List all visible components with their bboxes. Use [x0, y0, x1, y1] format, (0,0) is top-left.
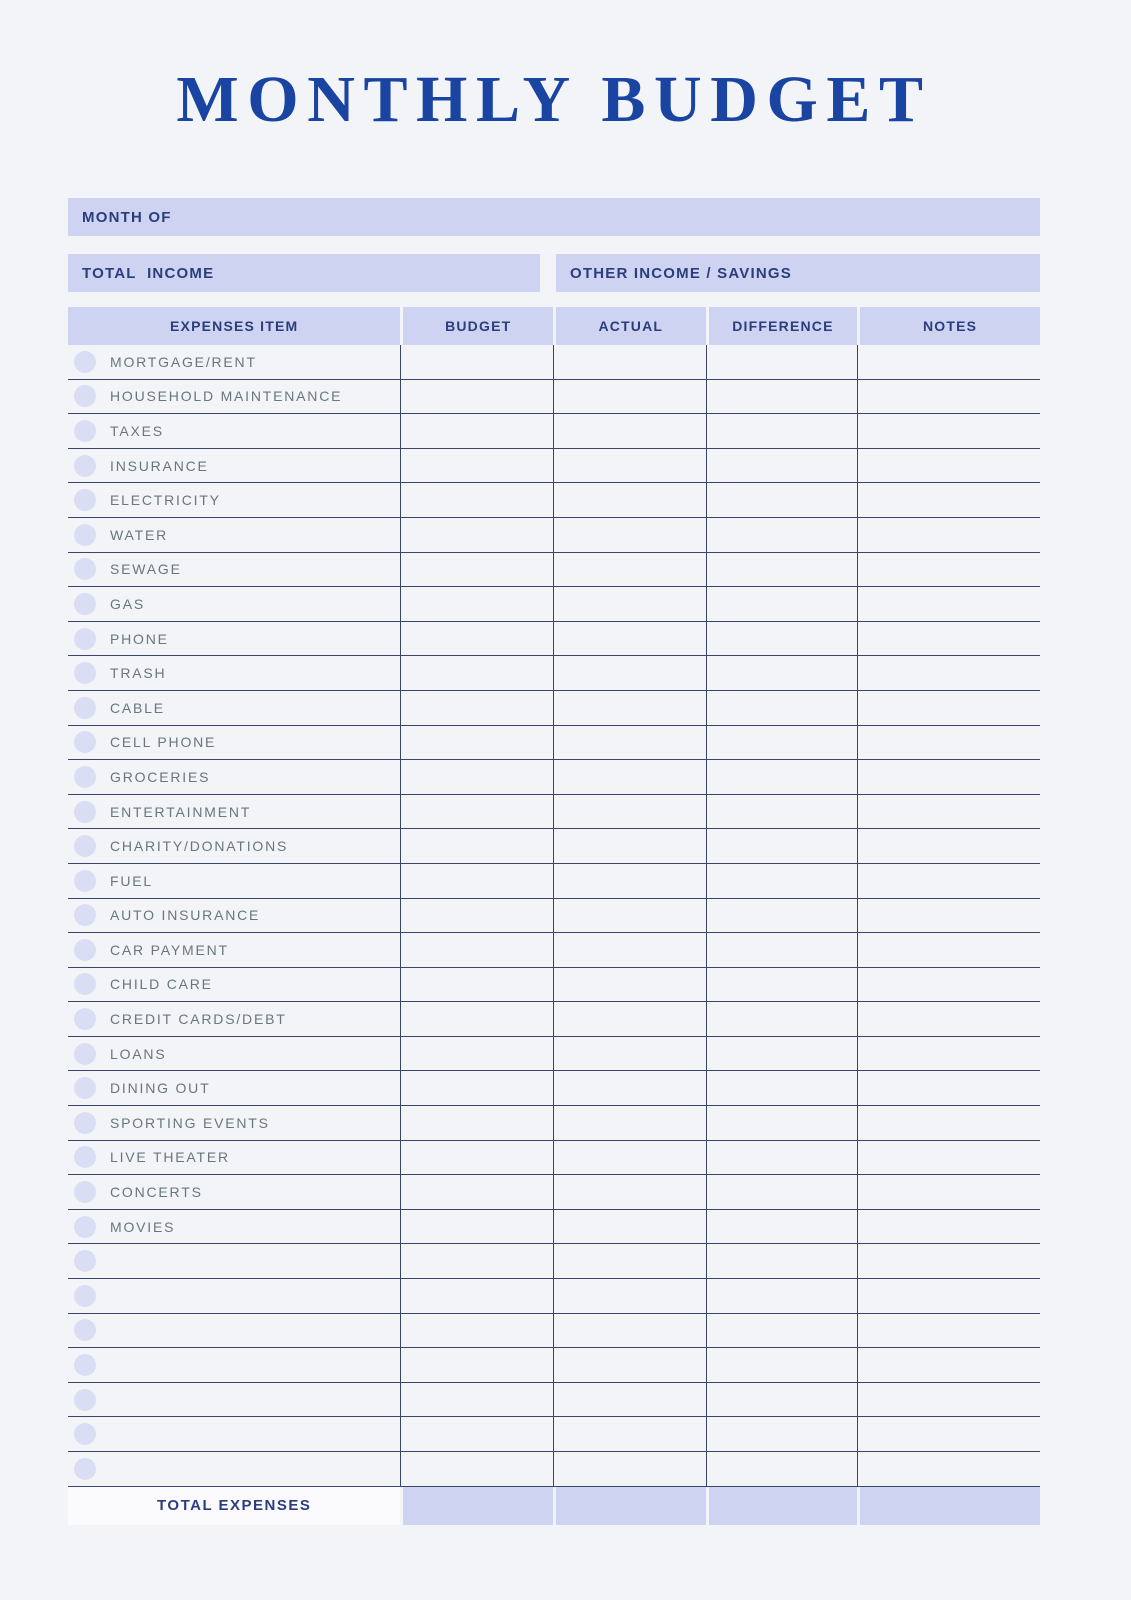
notes-cell[interactable] — [857, 1071, 1040, 1105]
expense-row — [68, 899, 1040, 934]
difference-cell[interactable] — [706, 691, 858, 725]
notes-cell[interactable] — [857, 829, 1040, 863]
total-actual-cell[interactable] — [553, 1487, 706, 1525]
expense-item-label: CHARITY/DONATIONS — [110, 838, 289, 855]
notes-cell[interactable] — [857, 1037, 1040, 1071]
month-of-label: MONTH OF — [82, 208, 172, 226]
other-income-savings-field[interactable] — [556, 254, 1040, 292]
bullet-circle-icon — [74, 697, 96, 719]
expense-item-label: DINING OUT — [110, 1080, 211, 1097]
difference-cell[interactable] — [706, 518, 858, 552]
budget-cell[interactable] — [400, 1071, 553, 1105]
notes-cell[interactable] — [857, 1210, 1040, 1244]
column-header-notes: NOTES — [857, 307, 1040, 345]
notes-cell[interactable] — [857, 380, 1040, 414]
expense-row — [68, 760, 1040, 795]
difference-cell[interactable] — [706, 1210, 858, 1244]
budget-cell[interactable] — [400, 899, 553, 933]
difference-cell[interactable] — [706, 380, 858, 414]
expense-item-cell — [68, 933, 400, 967]
expense-item-cell — [68, 380, 400, 414]
budget-cell[interactable] — [400, 1175, 553, 1209]
budget-cell[interactable] — [400, 1037, 553, 1071]
expense-item-label: CONCERTS — [110, 1184, 203, 1201]
bullet-circle-icon — [74, 1423, 96, 1445]
expense-row — [68, 1417, 1040, 1452]
expense-row — [68, 1002, 1040, 1037]
expense-item-cell — [68, 1314, 400, 1348]
budget-cell[interactable] — [400, 864, 553, 898]
expense-item-label: TAXES — [110, 422, 164, 439]
expense-item-cell — [68, 622, 400, 656]
notes-cell[interactable] — [857, 518, 1040, 552]
budget-cell[interactable] — [400, 760, 553, 794]
bullet-circle-icon — [74, 351, 96, 373]
budget-cell[interactable] — [400, 622, 553, 656]
budget-cell[interactable] — [400, 414, 553, 448]
expense-row — [68, 1071, 1040, 1106]
expense-item-cell — [68, 483, 400, 517]
notes-cell[interactable] — [857, 691, 1040, 725]
expense-row — [68, 1106, 1040, 1141]
expense-row — [68, 656, 1040, 691]
difference-cell[interactable] — [706, 1383, 858, 1417]
budget-cell[interactable] — [400, 1348, 553, 1382]
budget-cell[interactable] — [400, 968, 553, 1002]
column-header-actual: ACTUAL — [553, 307, 706, 345]
budget-cell[interactable] — [400, 1244, 553, 1278]
difference-cell[interactable] — [706, 345, 858, 379]
expense-item-cell — [68, 760, 400, 794]
bullet-circle-icon — [74, 973, 96, 995]
expense-item-cell — [68, 726, 400, 760]
actual-cell[interactable] — [553, 656, 706, 690]
notes-cell[interactable] — [857, 795, 1040, 829]
month-of-field[interactable] — [68, 198, 1040, 236]
notes-cell[interactable] — [857, 1106, 1040, 1140]
notes-cell[interactable] — [857, 1383, 1040, 1417]
notes-cell[interactable] — [857, 345, 1040, 379]
actual-cell[interactable] — [553, 1383, 706, 1417]
expenses-table-header — [68, 307, 1040, 345]
expense-row — [68, 1244, 1040, 1279]
expense-item-label: MORTGAGE/RENT — [110, 353, 257, 370]
column-header-budget: BUDGET — [400, 307, 553, 345]
notes-cell[interactable] — [857, 1314, 1040, 1348]
actual-cell[interactable] — [553, 829, 706, 863]
notes-cell[interactable] — [857, 1417, 1040, 1451]
notes-cell[interactable] — [857, 1175, 1040, 1209]
bullet-circle-icon — [74, 939, 96, 961]
notes-cell[interactable] — [857, 656, 1040, 690]
expense-item-cell — [68, 795, 400, 829]
actual-cell[interactable] — [553, 622, 706, 656]
expense-item-label: MOVIES — [110, 1218, 176, 1235]
budget-cell[interactable] — [400, 726, 553, 760]
notes-cell[interactable] — [857, 1279, 1040, 1313]
notes-cell[interactable] — [857, 968, 1040, 1002]
expense-item-cell — [68, 1452, 400, 1486]
actual-cell[interactable] — [553, 760, 706, 794]
difference-cell[interactable] — [706, 760, 858, 794]
total-expenses-row — [68, 1487, 1040, 1525]
expense-item-label: GAS — [110, 595, 145, 612]
difference-cell[interactable] — [706, 587, 858, 621]
notes-cell[interactable] — [857, 1348, 1040, 1382]
bullet-circle-icon — [74, 1008, 96, 1030]
bullet-circle-icon — [74, 628, 96, 650]
expense-item-cell — [68, 1002, 400, 1036]
notes-cell[interactable] — [857, 1002, 1040, 1036]
expense-item-label: CAR PAYMENT — [110, 941, 229, 958]
expense-row — [68, 518, 1040, 553]
expense-row — [68, 1452, 1040, 1487]
expense-item-label: LIVE THEATER — [110, 1149, 230, 1166]
bullet-circle-icon — [74, 662, 96, 684]
expenses-table — [68, 307, 1040, 1525]
expense-row — [68, 1141, 1040, 1176]
actual-cell[interactable] — [553, 1037, 706, 1071]
bullet-circle-icon — [74, 1077, 96, 1099]
difference-cell[interactable] — [706, 726, 858, 760]
actual-cell[interactable] — [553, 518, 706, 552]
bullet-circle-icon — [74, 1389, 96, 1411]
expense-item-cell — [68, 1037, 400, 1071]
bullet-circle-icon — [74, 904, 96, 926]
bullet-circle-icon — [74, 1354, 96, 1376]
actual-cell[interactable] — [553, 933, 706, 967]
notes-cell[interactable] — [857, 760, 1040, 794]
expense-row — [68, 795, 1040, 830]
budget-cell[interactable] — [400, 449, 553, 483]
actual-cell[interactable] — [553, 726, 706, 760]
expense-row — [68, 622, 1040, 657]
expense-item-label: FUEL — [110, 872, 153, 889]
actual-cell[interactable] — [553, 345, 706, 379]
bullet-circle-icon — [74, 558, 96, 580]
bullet-circle-icon — [74, 1285, 96, 1307]
difference-cell[interactable] — [706, 1037, 858, 1071]
expense-item-label: LOANS — [110, 1045, 167, 1062]
budget-cell[interactable] — [400, 1383, 553, 1417]
expense-row — [68, 1383, 1040, 1418]
difference-cell[interactable] — [706, 656, 858, 690]
expense-item-label: CELL PHONE — [110, 734, 217, 751]
difference-cell[interactable] — [706, 899, 858, 933]
difference-cell[interactable] — [706, 1071, 858, 1105]
total-budget-cell[interactable] — [400, 1487, 553, 1525]
actual-cell[interactable] — [553, 899, 706, 933]
difference-cell[interactable] — [706, 1417, 858, 1451]
expense-row — [68, 1210, 1040, 1245]
expense-row — [68, 1037, 1040, 1072]
difference-cell[interactable] — [706, 414, 858, 448]
expense-item-label: CABLE — [110, 699, 165, 716]
bullet-circle-icon — [74, 489, 96, 511]
expense-item-cell — [68, 829, 400, 863]
difference-cell[interactable] — [706, 1141, 858, 1175]
expense-item-label: INSURANCE — [110, 457, 209, 474]
other-income-savings-label: OTHER INCOME / SAVINGS — [570, 264, 792, 282]
budget-cell[interactable] — [400, 656, 553, 690]
budget-cell[interactable] — [400, 1002, 553, 1036]
notes-cell[interactable] — [857, 1141, 1040, 1175]
notes-cell[interactable] — [857, 864, 1040, 898]
bullet-circle-icon — [74, 870, 96, 892]
budget-cell[interactable] — [400, 1141, 553, 1175]
expense-item-cell — [68, 1383, 400, 1417]
expense-item-cell — [68, 899, 400, 933]
expense-row — [68, 553, 1040, 588]
difference-cell[interactable] — [706, 622, 858, 656]
budget-cell[interactable] — [400, 933, 553, 967]
bullet-circle-icon — [74, 1112, 96, 1134]
actual-cell[interactable] — [553, 968, 706, 1002]
difference-cell[interactable] — [706, 1279, 858, 1313]
expense-item-cell — [68, 864, 400, 898]
bullet-circle-icon — [74, 1250, 96, 1272]
actual-cell[interactable] — [553, 1002, 706, 1036]
bullet-circle-icon — [74, 766, 96, 788]
expense-item-cell — [68, 345, 400, 379]
expense-item-cell — [68, 449, 400, 483]
budget-cell[interactable] — [400, 1417, 553, 1451]
notes-cell[interactable] — [857, 622, 1040, 656]
budget-cell[interactable] — [400, 1452, 553, 1486]
difference-cell[interactable] — [706, 449, 858, 483]
difference-cell[interactable] — [706, 829, 858, 863]
difference-cell[interactable] — [706, 1348, 858, 1382]
expenses-table-body — [68, 345, 1040, 1487]
difference-cell[interactable] — [706, 1452, 858, 1486]
expense-row — [68, 1314, 1040, 1349]
actual-cell[interactable] — [553, 1175, 706, 1209]
expense-item-cell — [68, 968, 400, 1002]
difference-cell[interactable] — [706, 1175, 858, 1209]
expense-row — [68, 380, 1040, 415]
expense-row — [68, 829, 1040, 864]
difference-cell[interactable] — [706, 553, 858, 587]
actual-cell[interactable] — [553, 1071, 706, 1105]
difference-cell[interactable] — [706, 483, 858, 517]
expense-item-label: GROCERIES — [110, 768, 211, 785]
notes-cell[interactable] — [857, 1452, 1040, 1486]
expense-row — [68, 1279, 1040, 1314]
budget-cell[interactable] — [400, 483, 553, 517]
total-income-label: TOTAL INCOME — [82, 264, 215, 282]
expense-item-label: SPORTING EVENTS — [110, 1114, 270, 1131]
budget-cell[interactable] — [400, 380, 553, 414]
bullet-circle-icon — [74, 835, 96, 857]
budget-cell[interactable] — [400, 553, 553, 587]
total-notes-cell[interactable] — [857, 1487, 1040, 1525]
notes-cell[interactable] — [857, 553, 1040, 587]
expense-item-label: PHONE — [110, 630, 169, 647]
notes-cell[interactable] — [857, 414, 1040, 448]
bullet-circle-icon — [74, 1319, 96, 1341]
expense-item-cell — [68, 587, 400, 621]
expense-item-cell — [68, 1175, 400, 1209]
expense-item-cell — [68, 1244, 400, 1278]
bullet-circle-icon — [74, 731, 96, 753]
actual-cell[interactable] — [553, 1279, 706, 1313]
actual-cell[interactable] — [553, 1210, 706, 1244]
budget-cell[interactable] — [400, 587, 553, 621]
expense-row — [68, 933, 1040, 968]
bullet-circle-icon — [74, 801, 96, 823]
budget-cell[interactable] — [400, 1106, 553, 1140]
bullet-circle-icon — [74, 1458, 96, 1480]
budget-cell[interactable] — [400, 1210, 553, 1244]
actual-cell[interactable] — [553, 1314, 706, 1348]
difference-cell[interactable] — [706, 1244, 858, 1278]
budget-cell[interactable] — [400, 691, 553, 725]
bullet-circle-icon — [74, 1146, 96, 1168]
expense-row — [68, 449, 1040, 484]
expense-item-cell — [68, 1141, 400, 1175]
income-row — [68, 254, 1040, 292]
notes-cell[interactable] — [857, 899, 1040, 933]
expense-item-label: AUTO INSURANCE — [110, 907, 261, 924]
expense-row — [68, 864, 1040, 899]
bullet-circle-icon — [74, 1043, 96, 1065]
expense-item-label: WATER — [110, 526, 168, 543]
total-income-field[interactable] — [68, 254, 540, 292]
expense-row — [68, 691, 1040, 726]
actual-cell[interactable] — [553, 691, 706, 725]
expense-item-label: ELECTRICITY — [110, 492, 221, 509]
total-difference-cell[interactable] — [706, 1487, 858, 1525]
expense-item-label: HOUSEHOLD MAINTENANCE — [110, 388, 343, 405]
expense-item-label: SEWAGE — [110, 561, 182, 578]
expense-row — [68, 483, 1040, 518]
budget-cell[interactable] — [400, 345, 553, 379]
expense-item-cell — [68, 553, 400, 587]
actual-cell[interactable] — [553, 449, 706, 483]
actual-cell[interactable] — [553, 795, 706, 829]
bullet-circle-icon — [74, 1181, 96, 1203]
expense-row — [68, 1348, 1040, 1383]
actual-cell[interactable] — [553, 1417, 706, 1451]
actual-cell[interactable] — [553, 380, 706, 414]
difference-cell[interactable] — [706, 864, 858, 898]
expense-item-cell — [68, 691, 400, 725]
budget-cell[interactable] — [400, 795, 553, 829]
expense-item-label: TRASH — [110, 665, 167, 682]
expense-row — [68, 968, 1040, 1003]
expense-item-cell — [68, 414, 400, 448]
notes-cell[interactable] — [857, 1244, 1040, 1278]
difference-cell[interactable] — [706, 933, 858, 967]
difference-cell[interactable] — [706, 968, 858, 1002]
difference-cell[interactable] — [706, 795, 858, 829]
bullet-circle-icon — [74, 420, 96, 442]
budget-cell[interactable] — [400, 1314, 553, 1348]
difference-cell[interactable] — [706, 1106, 858, 1140]
page-title: MONTHLY BUDGET — [176, 63, 932, 136]
actual-cell[interactable] — [553, 1348, 706, 1382]
actual-cell[interactable] — [553, 553, 706, 587]
actual-cell[interactable] — [553, 1106, 706, 1140]
expense-item-cell — [68, 656, 400, 690]
difference-cell[interactable] — [706, 1002, 858, 1036]
actual-cell[interactable] — [553, 587, 706, 621]
actual-cell[interactable] — [553, 864, 706, 898]
expense-item-cell — [68, 518, 400, 552]
notes-cell[interactable] — [857, 933, 1040, 967]
expense-item-cell — [68, 1106, 400, 1140]
notes-cell[interactable] — [857, 587, 1040, 621]
column-header-difference: DIFFERENCE — [706, 307, 858, 345]
expense-item-cell — [68, 1210, 400, 1244]
expense-row — [68, 414, 1040, 449]
difference-cell[interactable] — [706, 1314, 858, 1348]
actual-cell[interactable] — [553, 1244, 706, 1278]
expense-row — [68, 726, 1040, 761]
expense-row — [68, 1175, 1040, 1210]
budget-cell[interactable] — [400, 518, 553, 552]
notes-cell[interactable] — [857, 726, 1040, 760]
expense-item-cell — [68, 1417, 400, 1451]
actual-cell[interactable] — [553, 414, 706, 448]
expense-item-cell — [68, 1071, 400, 1105]
expense-item-cell — [68, 1348, 400, 1382]
total-expenses-label: TOTAL EXPENSES — [68, 1487, 400, 1525]
expense-item-label: ENTERTAINMENT — [110, 803, 252, 820]
bullet-circle-icon — [74, 1216, 96, 1238]
actual-cell[interactable] — [553, 1452, 706, 1486]
actual-cell[interactable] — [553, 483, 706, 517]
expense-item-label: CREDIT CARDS/DEBT — [110, 1011, 287, 1028]
column-header-expenses-item: EXPENSES ITEM — [68, 307, 400, 345]
bullet-circle-icon — [74, 455, 96, 477]
bullet-circle-icon — [74, 524, 96, 546]
budget-cell[interactable] — [400, 1279, 553, 1313]
expense-item-label: CHILD CARE — [110, 976, 213, 993]
actual-cell[interactable] — [553, 1141, 706, 1175]
expense-row — [68, 587, 1040, 622]
expense-item-cell — [68, 1279, 400, 1313]
bullet-circle-icon — [74, 593, 96, 615]
expense-row — [68, 345, 1040, 380]
notes-cell[interactable] — [857, 483, 1040, 517]
bullet-circle-icon — [74, 385, 96, 407]
notes-cell[interactable] — [857, 449, 1040, 483]
budget-cell[interactable] — [400, 829, 553, 863]
